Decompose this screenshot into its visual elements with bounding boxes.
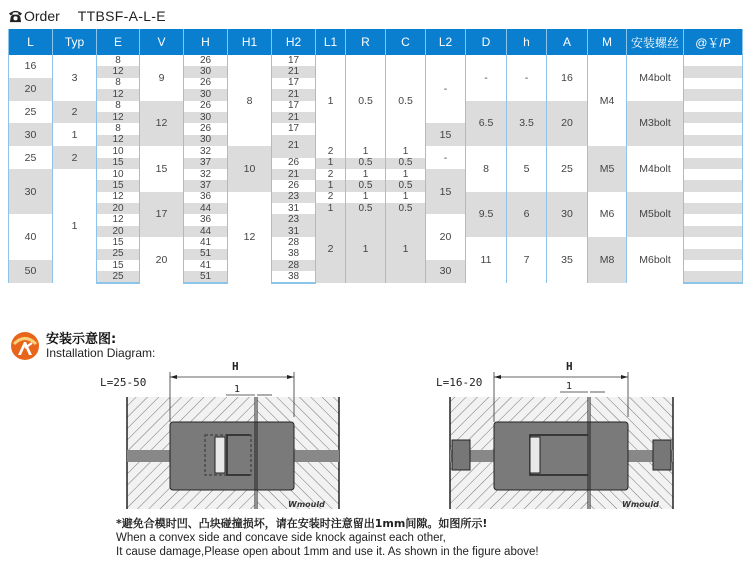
cell-H2: 17 — [272, 78, 316, 89]
cell-V: 20 — [140, 237, 184, 283]
col-header-typ: Typ — [53, 29, 97, 55]
cell-E: 12 — [97, 214, 140, 225]
cell-H2: 26 — [272, 180, 316, 191]
cell-C: 1 — [386, 192, 426, 203]
note-cn: *避免合模时凹、凸块碰撞损坏，请在安装时注意留出1mm间隙。如图所示! — [116, 517, 488, 530]
cell-H: 30 — [184, 89, 228, 100]
cell-R: 0.5 — [346, 180, 386, 191]
table-row — [9, 146, 743, 157]
diagram-1-dim-h: H — [232, 360, 239, 373]
cell-L: 50 — [9, 260, 53, 283]
order-title — [8, 7, 166, 25]
cell-price[interactable] — [684, 192, 743, 203]
cell-H1: 12 — [228, 192, 272, 283]
cell-H2: 31 — [272, 203, 316, 214]
cell-typ: 1 — [53, 169, 97, 283]
cell-bolt: M4bolt — [627, 55, 684, 101]
diagram-2-label: L=16-20 — [436, 376, 483, 389]
cell-L1: 2 — [316, 169, 346, 180]
cell-H2: 17 — [272, 55, 316, 66]
cell-V: 9 — [140, 55, 184, 101]
cell-H: 32 — [184, 146, 228, 157]
cell-V: 12 — [140, 101, 184, 147]
cell-A: 25 — [547, 146, 588, 192]
col-header-R: R — [346, 29, 386, 55]
cell-price[interactable] — [684, 78, 743, 89]
cell-A: 30 — [547, 192, 588, 238]
diagram-2-dim-gap: 1 — [566, 381, 573, 392]
diagram-2-installation — [440, 355, 690, 515]
cell-H: 41 — [184, 260, 228, 271]
col-header-H1: H1 — [228, 29, 272, 55]
table-row — [9, 192, 743, 203]
cell-bolt: M3bolt — [627, 101, 684, 147]
cell-D: 11 — [466, 237, 507, 283]
cell-H: 36 — [184, 214, 228, 225]
cell-L2: - — [426, 146, 466, 169]
cell-H2: 21 — [272, 135, 316, 158]
cell-h: 7 — [507, 237, 547, 283]
cell-H: 44 — [184, 203, 228, 214]
cell-R: 1 — [346, 192, 386, 203]
cell-C: 1 — [386, 146, 426, 157]
cell-C: 0.5 — [386, 55, 426, 146]
cell-A: 20 — [547, 101, 588, 147]
cell-H: 51 — [184, 271, 228, 282]
cell-R: 1 — [346, 146, 386, 157]
cell-E: 15 — [97, 237, 140, 248]
cell-price[interactable] — [684, 169, 743, 180]
cell-H2: 23 — [272, 192, 316, 203]
cell-E: 12 — [97, 89, 140, 100]
col-header-D: D — [466, 29, 507, 55]
cell-h: 6 — [507, 192, 547, 238]
diagram-1-label: L=25-50 — [100, 376, 147, 389]
cell-E: 12 — [97, 112, 140, 123]
brand-logo-icon — [10, 331, 40, 361]
cell-H: 32 — [184, 169, 228, 180]
cell-L: 25 — [9, 146, 53, 169]
cell-price[interactable] — [684, 214, 743, 225]
col-header-H: H — [184, 29, 228, 55]
cell-H2: 26 — [272, 158, 316, 169]
cell-price[interactable] — [684, 271, 743, 282]
cell-E: 10 — [97, 169, 140, 180]
cell-H: 30 — [184, 112, 228, 123]
col-header-bolt: 安装螺丝 — [627, 29, 684, 55]
cell-D: 6.5 — [466, 101, 507, 147]
cell-L1: 2 — [316, 192, 346, 203]
cell-E: 8 — [97, 123, 140, 134]
cell-L: 20 — [9, 78, 53, 101]
cell-L2: 30 — [426, 260, 466, 283]
diagram-2-dim-h: H — [566, 360, 573, 373]
cell-E: 8 — [97, 101, 140, 112]
cell-R: 0.5 — [346, 55, 386, 146]
cell-typ: 2 — [53, 146, 97, 169]
cell-H2: 21 — [272, 66, 316, 77]
cell-E: 8 — [97, 78, 140, 89]
cell-H: 30 — [184, 66, 228, 77]
cell-price[interactable] — [684, 158, 743, 169]
cell-L: 30 — [9, 169, 53, 215]
cell-bolt: M6bolt — [627, 237, 684, 283]
model-code: TTBSF-A-L-E — [77, 8, 166, 24]
cell-H: 37 — [184, 158, 228, 169]
cell-price[interactable] — [684, 249, 743, 260]
table-header-row — [9, 29, 743, 55]
cell-M: M6 — [588, 192, 627, 238]
diagram-1-dim-gap: 1 — [234, 384, 241, 395]
cell-R: 1 — [346, 214, 386, 282]
cell-V: 17 — [140, 192, 184, 238]
cell-E: 15 — [97, 158, 140, 169]
cell-price[interactable] — [684, 101, 743, 112]
cell-H2: 17 — [272, 101, 316, 112]
cell-price[interactable] — [684, 260, 743, 271]
cell-V: 15 — [140, 146, 184, 192]
cell-R: 0.5 — [346, 203, 386, 214]
cell-L: 30 — [9, 123, 53, 146]
cell-price[interactable] — [684, 226, 743, 237]
cell-H2: 28 — [272, 260, 316, 271]
cell-C: 0.5 — [386, 158, 426, 169]
cell-H: 26 — [184, 123, 228, 134]
cell-A: 16 — [547, 55, 588, 101]
installation-title-cn: 安装示意图: — [46, 331, 117, 347]
cell-H2: 38 — [272, 249, 316, 260]
cell-D: 8 — [466, 146, 507, 192]
col-header-L2: L2 — [426, 29, 466, 55]
note-en-line-1: When a convex side and concave side knock against each other, — [116, 532, 446, 544]
cell-typ: 2 — [53, 101, 97, 124]
cell-C: 0.5 — [386, 180, 426, 191]
table-row — [9, 55, 743, 66]
col-header-H2: H2 — [272, 29, 316, 55]
cell-H: 41 — [184, 237, 228, 248]
cell-L1: 2 — [316, 214, 346, 282]
cell-L2: 15 — [426, 169, 466, 215]
cell-H: 36 — [184, 192, 228, 203]
cell-C: 1 — [386, 214, 426, 282]
cell-price[interactable] — [684, 55, 743, 66]
col-header-V: V — [140, 29, 184, 55]
cell-price[interactable] — [684, 112, 743, 123]
cell-L: 40 — [9, 214, 53, 260]
cell-H2: 23 — [272, 214, 316, 225]
cell-price[interactable] — [684, 123, 743, 134]
cell-price[interactable] — [684, 203, 743, 214]
col-header-h: h — [507, 29, 547, 55]
cell-L1: 1 — [316, 158, 346, 169]
cell-C: 1 — [386, 169, 426, 180]
cell-L1: 1 — [316, 203, 346, 214]
cell-R: 1 — [346, 169, 386, 180]
cell-E: 12 — [97, 66, 140, 77]
cell-H: 30 — [184, 135, 228, 146]
cell-L2: - — [426, 55, 466, 123]
cell-D: - — [466, 55, 507, 101]
cell-L1: 1 — [316, 180, 346, 191]
col-header-L: L — [9, 29, 53, 55]
cell-price[interactable] — [684, 180, 743, 191]
cell-M: M8 — [588, 237, 627, 283]
cell-H1: 8 — [228, 55, 272, 146]
cell-M: M5 — [588, 146, 627, 192]
cell-H: 44 — [184, 226, 228, 237]
cell-L2: 20 — [426, 214, 466, 260]
cell-E: 8 — [97, 55, 140, 66]
col-header-L1: L1 — [316, 29, 346, 55]
cell-E: 20 — [97, 203, 140, 214]
cell-H1: 10 — [228, 146, 272, 192]
cell-E: 25 — [97, 249, 140, 260]
installation-title-en: Installation Diagram: — [46, 345, 156, 360]
cell-price[interactable] — [684, 237, 743, 248]
cell-price[interactable] — [684, 135, 743, 146]
cell-H: 26 — [184, 101, 228, 112]
cell-L2: 15 — [426, 123, 466, 146]
order-label: Order — [24, 8, 60, 24]
cell-C: 0.5 — [386, 203, 426, 214]
installation-note — [116, 517, 539, 559]
cell-H2: 21 — [272, 169, 316, 180]
cell-L1: 1 — [316, 55, 346, 146]
cell-L1: 2 — [316, 146, 346, 157]
cell-E: 20 — [97, 226, 140, 237]
diagram-2-watermark: Wmould — [622, 500, 659, 509]
cell-price[interactable] — [684, 66, 743, 77]
cell-E: 15 — [97, 260, 140, 271]
cell-E: 12 — [97, 135, 140, 146]
col-header-E: E — [97, 29, 140, 55]
cell-R: 0.5 — [346, 158, 386, 169]
cell-E: 12 — [97, 192, 140, 203]
cell-bolt: M4bolt — [627, 146, 684, 192]
cell-H2: 31 — [272, 226, 316, 237]
cell-H2: 28 — [272, 237, 316, 248]
cell-typ: 1 — [53, 123, 97, 146]
cell-h: 3.5 — [507, 101, 547, 147]
cell-H: 37 — [184, 180, 228, 191]
cell-E: 15 — [97, 180, 140, 191]
cell-price[interactable] — [684, 89, 743, 100]
cell-bolt: M5bolt — [627, 192, 684, 238]
cell-H2: 38 — [272, 271, 316, 282]
diagram-1-watermark: Wmould — [288, 500, 325, 509]
cell-E: 25 — [97, 271, 140, 282]
col-header-C: C — [386, 29, 426, 55]
col-header-A: A — [547, 29, 588, 55]
cell-price[interactable] — [684, 146, 743, 157]
note-en-line-2: It cause damage,Please open about 1mm and use it. As shown in the figure above! — [116, 546, 539, 558]
cell-L: 25 — [9, 101, 53, 124]
cell-H2: 21 — [272, 89, 316, 100]
cell-typ: 3 — [53, 55, 97, 101]
phone-icon — [8, 9, 23, 23]
cell-H2: 21 — [272, 112, 316, 123]
diagram-1-installation — [110, 355, 360, 515]
cell-H: 26 — [184, 55, 228, 66]
cell-L: 16 — [9, 55, 53, 78]
cell-H: 51 — [184, 249, 228, 260]
cell-h: - — [507, 55, 547, 101]
cell-D: 9.5 — [466, 192, 507, 238]
cell-H: 26 — [184, 78, 228, 89]
col-header-M: M — [588, 29, 627, 55]
cell-h: 5 — [507, 146, 547, 192]
cell-E: 10 — [97, 146, 140, 157]
cell-H2: 17 — [272, 123, 316, 134]
spec-table — [8, 29, 743, 284]
cell-A: 35 — [547, 237, 588, 283]
col-header-price: @￥/P — [684, 29, 743, 55]
cell-M: M4 — [588, 55, 627, 146]
